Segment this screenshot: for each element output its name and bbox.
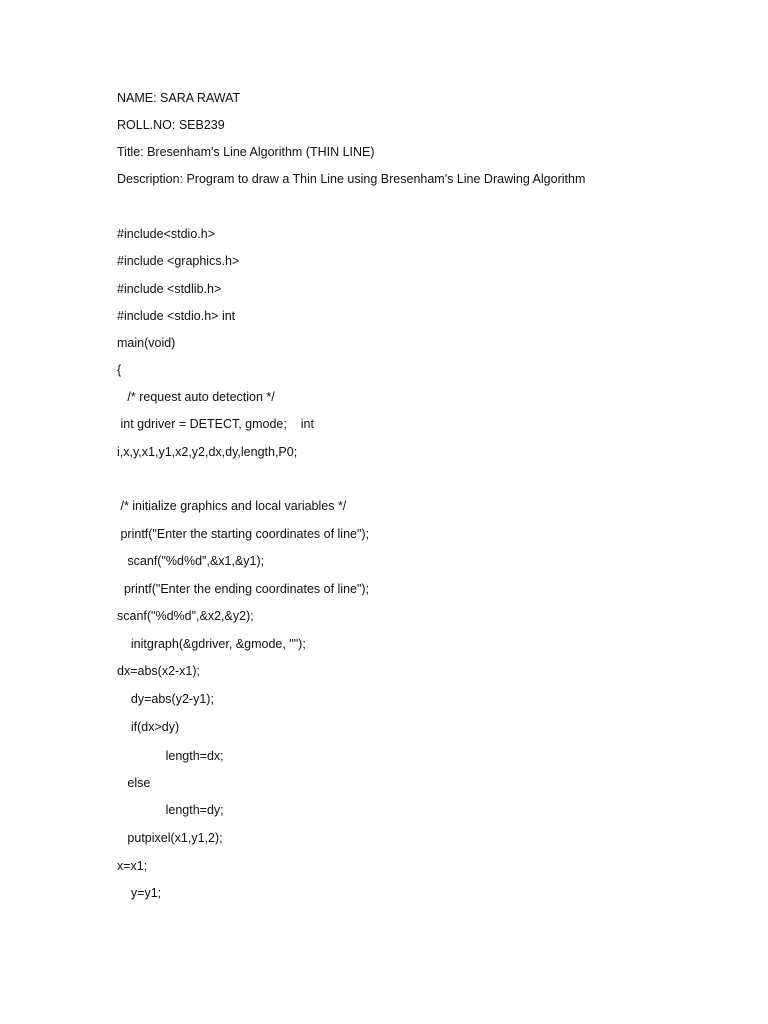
code-line: int gdriver = DETECT, gmode; int (117, 417, 314, 431)
code-line: i,x,y,x1,y1,x2,y2,dx,dy,length,P0; (117, 445, 298, 459)
code-line: main(void) (117, 336, 176, 350)
code-line: length=dx; (117, 749, 224, 763)
document-title: Title: Bresenham's Line Algorithm (THIN LINE) (117, 145, 375, 159)
student-name: NAME: SARA RAWAT (117, 91, 241, 105)
code-line: if(dx>dy) (117, 720, 180, 734)
code-line: printf("Enter the starting coordinates of line"); (117, 527, 370, 541)
document-description: Description: Program to draw a Thin Line using Bresenham's Line Drawing Algorithm (117, 172, 586, 186)
code-line: dx=abs(x2-x1); (117, 664, 201, 678)
code-line: #include <stdio.h> int (117, 309, 236, 323)
code-line: scanf("%d%d",&x2,&y2); (117, 609, 254, 623)
code-line: else (117, 776, 151, 790)
code-line: printf("Enter the ending coordinates of line"); (117, 582, 370, 596)
code-line: /* initialize graphics and local variables */ (117, 499, 347, 513)
code-line: y=y1; (117, 886, 162, 900)
code-line: length=dy; (117, 803, 224, 817)
code-line: #include<stdio.h> (117, 227, 215, 241)
code-line: scanf("%d%d",&x1,&y1); (117, 554, 265, 568)
code-line: dy=abs(y2-y1); (117, 692, 214, 706)
code-line: #include <stdlib.h> (117, 282, 222, 296)
code-line: putpixel(x1,y1,2); (117, 831, 223, 845)
code-line: x=x1; (117, 859, 148, 873)
roll-number: ROLL.NO: SEB239 (117, 118, 225, 132)
code-line: #include <graphics.h> (117, 254, 240, 268)
code-line: initgraph(&gdriver, &gmode, ""); (117, 637, 306, 651)
code-line: /* request auto detection */ (117, 390, 275, 404)
code-line: { (117, 363, 122, 377)
